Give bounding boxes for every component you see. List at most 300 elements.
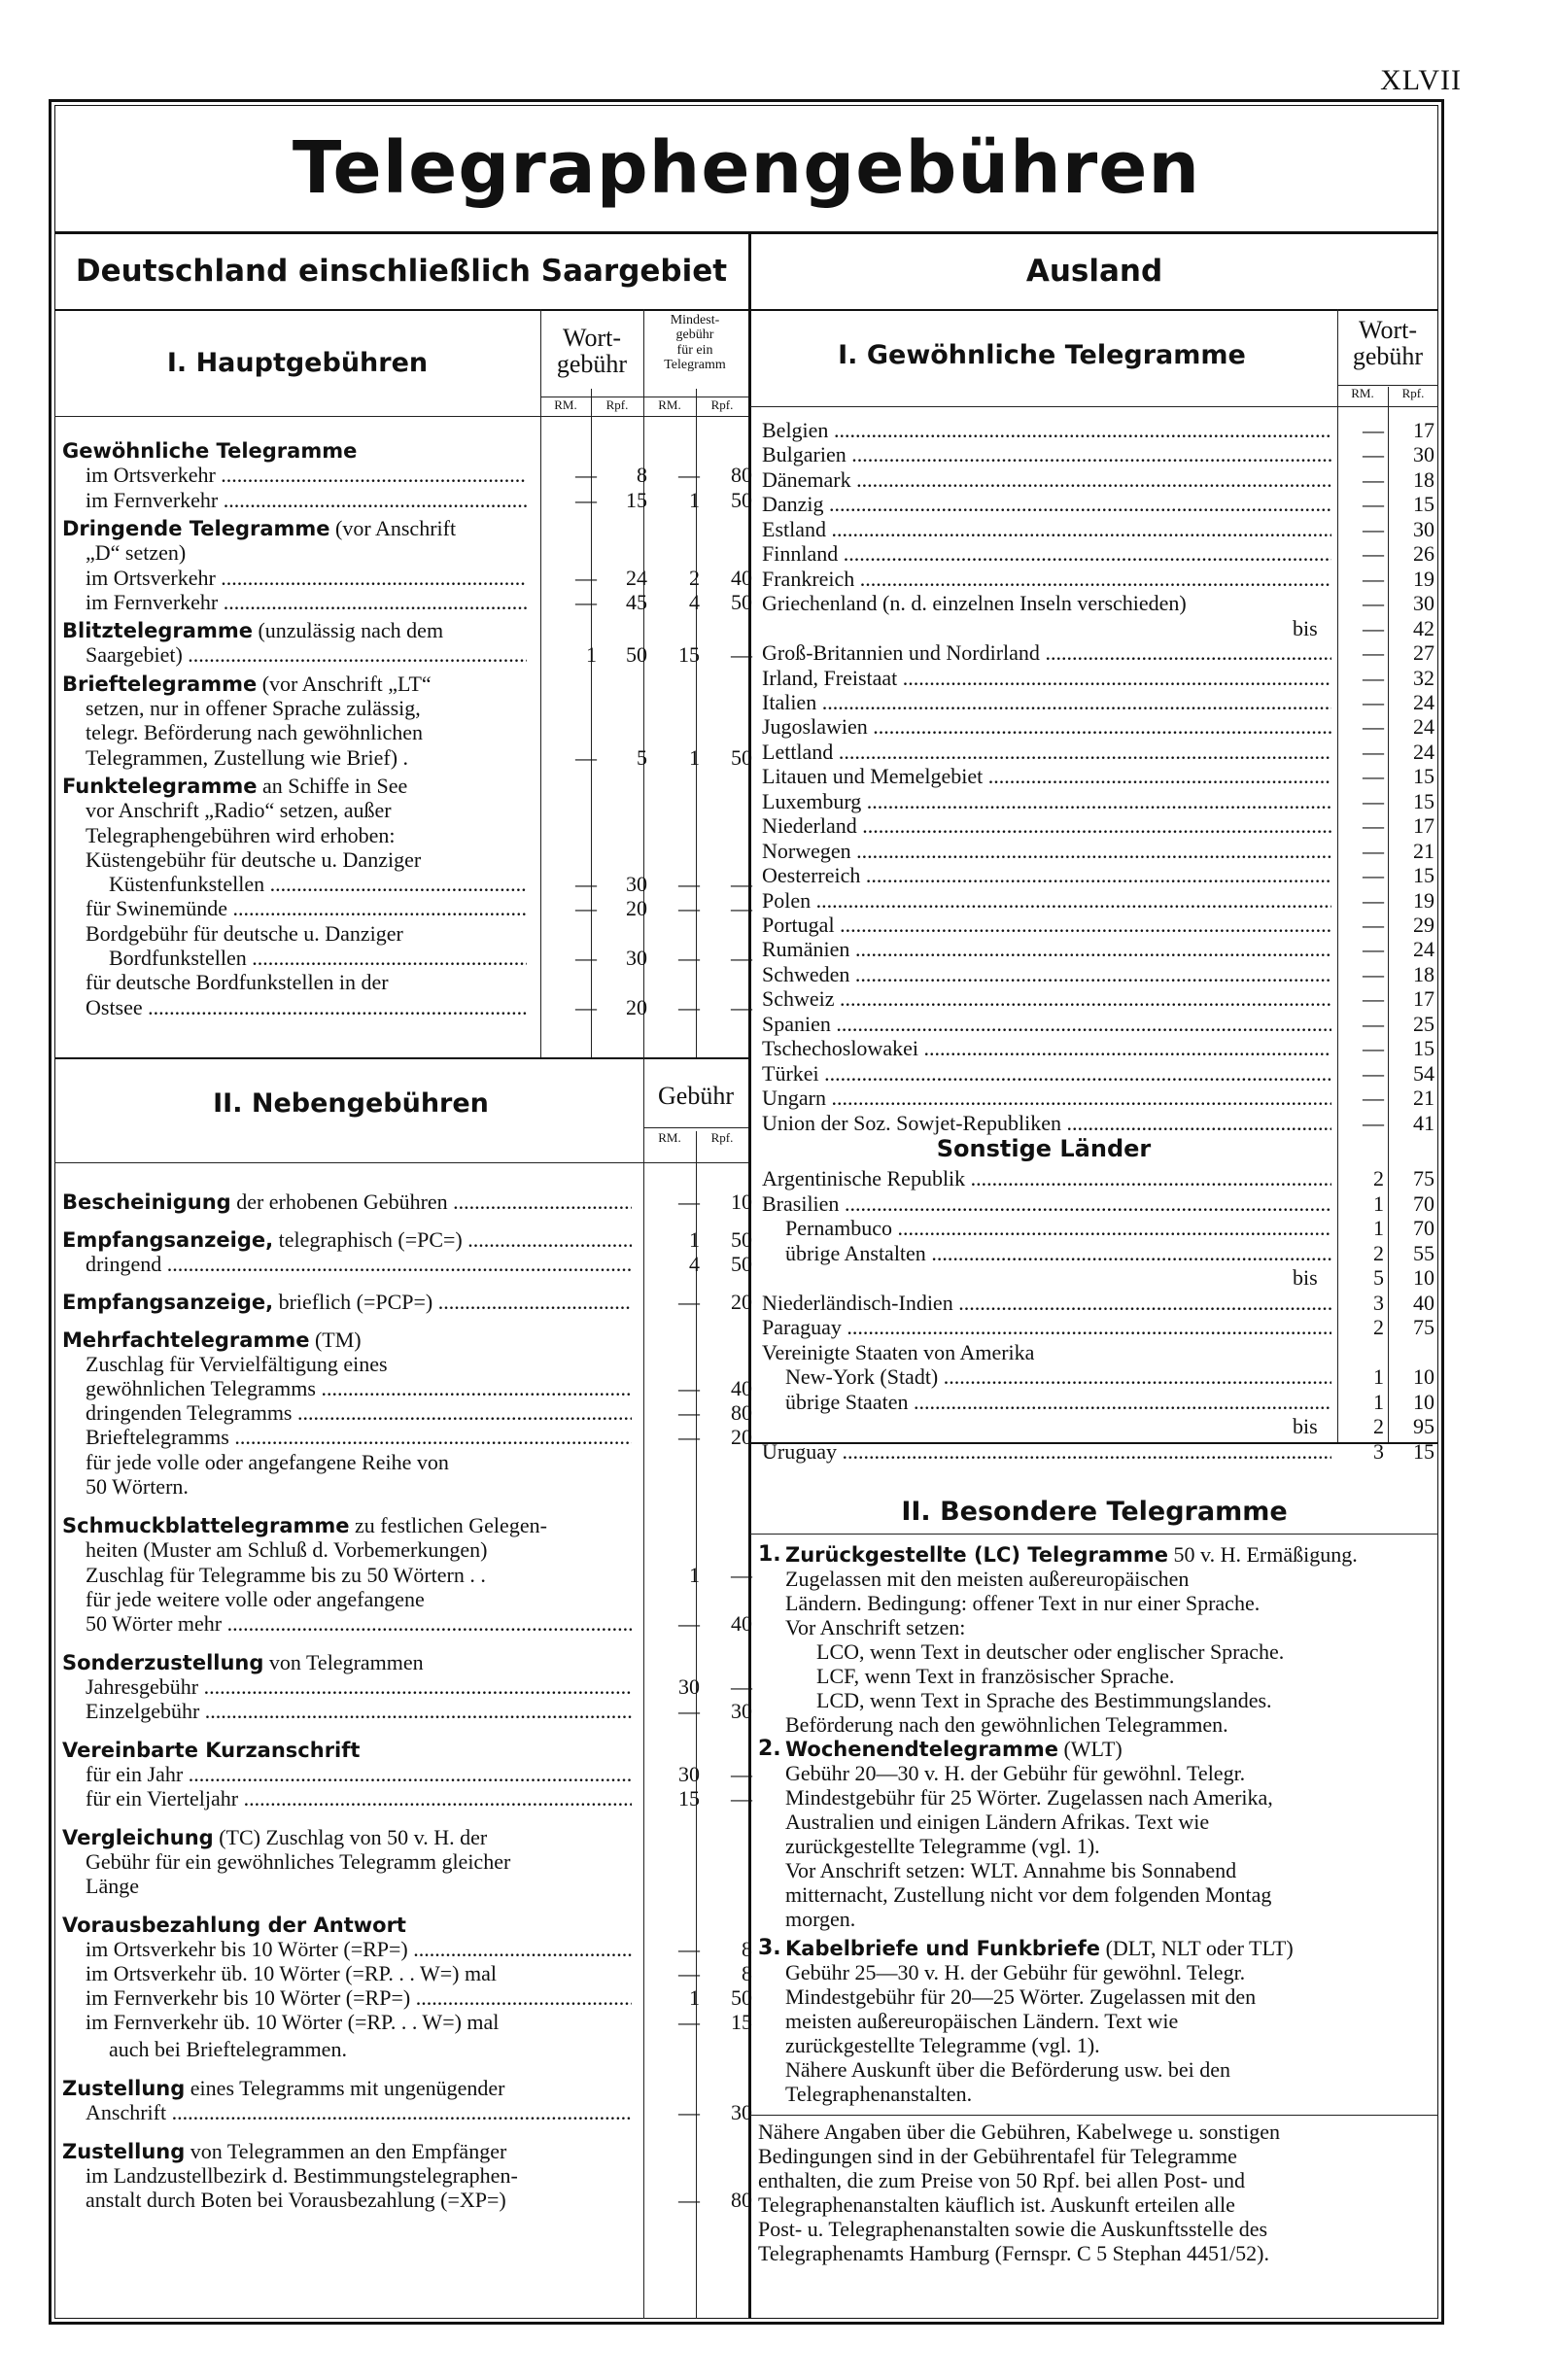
row-label: [62, 1913, 632, 1938]
unit-rm: RM.: [658, 397, 681, 412]
amount-cell: 30: [1413, 516, 1434, 541]
row-label: [86, 1400, 632, 1425]
amount-cell: —: [1363, 1086, 1384, 1111]
row-label: [762, 962, 1331, 986]
ausland-heading: I. Gewöhnliche Telegramme: [838, 340, 1246, 370]
row-label-text: heiten (Muster am Schluß d. Vorbemerkungen): [86, 1537, 488, 1562]
row-label-text: gewöhnlichen Telegramms: [86, 1376, 316, 1400]
amount-cell: 2: [1373, 1166, 1384, 1190]
amount-cell: —: [1363, 591, 1384, 616]
item-title-rest: 50 v. H. Ermäßigung.: [1168, 1542, 1358, 1567]
amount-cell: —: [1363, 863, 1384, 888]
row-label-text: Dänemark: [762, 466, 851, 492]
amount-cell: —: [1363, 788, 1384, 813]
note-rule: [750, 2115, 1438, 2116]
row-label-text: Schweden: [762, 961, 850, 986]
amount-cell: 1: [689, 1985, 700, 2010]
row-label-text: Polen: [762, 887, 812, 913]
amount-cell: —: [1363, 492, 1384, 517]
amount-cell: 15: [1413, 1036, 1434, 1061]
amount-cell: 42: [1413, 615, 1434, 640]
row-label-text: im Ortsverkehr: [86, 463, 216, 488]
row-label: [62, 774, 527, 799]
row-label-text: im Ortsverkehr üb. 10 Wörter (=RP. . . W=) mal: [86, 1961, 497, 1985]
item-title: Kabelbriefe und Funkbriefe: [785, 1937, 1101, 1960]
row-label: [762, 863, 1331, 887]
row-label-text: Griechenland (n. d. einzelnen Inseln verschieden): [762, 591, 1187, 616]
row-label-rest: eines Telegramms mit ungenügender: [185, 2076, 505, 2100]
row-label: [86, 1425, 632, 1449]
amount-cell: —: [1363, 442, 1384, 467]
row-label-text: Belgien: [762, 418, 829, 442]
row-label-text: Spanien: [762, 1011, 831, 1036]
amount-cell: —: [575, 589, 597, 614]
row-label-text: Argentinische Republik: [762, 1166, 966, 1190]
row-label: [762, 517, 1331, 541]
item-line: Telegraphenanstalten.: [785, 2082, 973, 2106]
row-label: [762, 1111, 1331, 1135]
row-label-text: dringend: [86, 1252, 162, 1276]
item-title: Wochenendtelegramme: [785, 1738, 1058, 1761]
row-label-text: Dringende Telegramme: [62, 516, 330, 540]
row-label: [762, 937, 1331, 961]
row-label: [86, 1474, 632, 1499]
row-label: [785, 1390, 1331, 1414]
row-label-text: Lettland: [762, 739, 834, 764]
item-title-line: [785, 1542, 1431, 1568]
row-label-text: Empfangsanzeige,: [62, 1291, 274, 1314]
row-label: [86, 566, 527, 590]
amount-cell: 15: [678, 642, 700, 668]
bis-label: bis: [1293, 1265, 1318, 1290]
amount-cell: 30: [1413, 591, 1434, 616]
row-label-text: Frankreich: [762, 566, 855, 591]
row-label: [86, 1961, 632, 1985]
amount-cell: 24: [1413, 689, 1434, 714]
ausland-col-line: [1337, 309, 1338, 1442]
row-label-text: Einzelgebühr: [86, 1699, 200, 1723]
amount-cell: 54: [1413, 1060, 1434, 1086]
ausland-body-rule: [750, 406, 1438, 407]
row-label-text: Jugoslawien: [762, 714, 868, 740]
row-label-text: für Swinemünde: [86, 896, 228, 921]
row-label-text: anstalt durch Boten bei Vorausbezahlung (=XP=): [86, 2188, 506, 2212]
item-line: Vor Anschrift setzen: WLT. Annahme bis Sonnabend: [785, 1858, 1237, 1882]
item-line: morgen.: [785, 1907, 856, 1931]
row-label-text: Bordfunkstellen: [109, 946, 247, 970]
row-label: [762, 690, 1331, 714]
row-label-text: Vergleichung: [62, 1826, 214, 1849]
amount-cell: 80: [731, 1400, 752, 1425]
row-label: [62, 438, 527, 464]
row-label-text: Oesterreich: [762, 863, 861, 888]
row-label-rest: telegraphisch (=PC=): [273, 1227, 463, 1252]
amount-cell: 19: [1413, 887, 1434, 913]
unit-rpf: Rpf.: [710, 397, 734, 412]
row-label: [762, 913, 1331, 937]
row-label-text: Pernambuco: [785, 1216, 892, 1240]
amount-cell: —: [1363, 764, 1384, 789]
amount-cell: —: [1363, 418, 1384, 442]
amount-cell: 45: [626, 589, 647, 614]
amount-cell: —: [678, 1400, 700, 1425]
amount-cell: 20: [731, 1290, 752, 1314]
amount-cell: 30: [731, 2100, 752, 2124]
amount-cell: 19: [1413, 566, 1434, 591]
row-label-text: Bordgebühr für deutsche u. Danziger: [86, 920, 403, 946]
amount-cell: —: [575, 744, 597, 770]
row-label-text: übrige Staaten: [785, 1389, 909, 1414]
row-label-text: im Fernverkehr: [86, 589, 219, 614]
row-label-text: im Fernverkehr bis 10 Wörter (=RP=): [86, 1985, 411, 2010]
amount-cell: 1: [689, 1227, 700, 1252]
amount-cell: 18: [1413, 961, 1434, 986]
amount-cell: 32: [1413, 665, 1434, 690]
row-label: [86, 463, 527, 487]
row-label: [762, 813, 1331, 838]
row-label-rest: der erhobenen Gebühren: [230, 1190, 448, 1214]
amount-cell: —: [678, 2100, 700, 2124]
amount-cell: —: [1363, 913, 1384, 937]
row-label-rest: (vor Anschrift: [329, 515, 457, 540]
amount-cell: 15: [678, 1786, 700, 1811]
row-label: [86, 1849, 632, 1874]
row-label-text: Bescheinigung: [62, 1190, 231, 1214]
row-label: [86, 745, 527, 770]
ausland-wort-header: Wort- gebühr: [1352, 316, 1424, 371]
amount-cell: —: [1363, 640, 1384, 666]
amount-cell: 41: [1413, 1110, 1434, 1135]
amount-cell: —: [575, 463, 597, 488]
amount-cell: 3: [1373, 1438, 1384, 1464]
amount-cell: 1: [586, 642, 597, 668]
row-label-text: Empfangsanzeige,: [62, 1228, 274, 1252]
row-label-rest: zu festlichen Gelegen-: [349, 1513, 547, 1537]
amount-cell: 80: [731, 463, 752, 488]
item-line: Vor Anschrift setzen:: [785, 1615, 966, 1639]
note-line: enthalten, die zum Preise von 50 Rpf. bei allen Post- und: [758, 2168, 1246, 2192]
row-label: [762, 567, 1331, 591]
amount-cell: 24: [626, 565, 647, 590]
unit-rpf: Rpf.: [605, 397, 629, 412]
row-label: [86, 720, 527, 744]
item-line: Gebühr 25—30 v. H. der Gebühr für gewöhnl. Telegr.: [785, 1960, 1246, 1984]
row-label: [62, 2076, 632, 2101]
amount-cell: —: [678, 463, 700, 488]
amount-cell: 1: [689, 744, 700, 770]
haupt-mindest-header: Mindest- gebühr für ein Telegramm: [664, 313, 726, 373]
amount-cell: 5: [637, 744, 647, 770]
row-label-text: New-York (Stadt): [785, 1364, 939, 1389]
row-label: [762, 418, 1331, 442]
amount-cell: —: [678, 1290, 700, 1314]
note-line: Telegraphenanstalten käuflich ist. Auskunft erteilen alle: [758, 2192, 1235, 2217]
bis-label: bis: [1293, 1414, 1318, 1438]
row-label-rest: von Telegrammen an den Empfänger: [185, 2139, 507, 2163]
item-title-rest: (WLT): [1057, 1737, 1123, 1761]
amount-cell: —: [1363, 466, 1384, 492]
row-label: [86, 823, 527, 847]
amount-cell: 1: [1373, 1216, 1384, 1240]
row-label: [86, 1786, 632, 1811]
row-label-text: für jede weitere volle oder angefangene: [86, 1587, 425, 1611]
amount-cell: —: [678, 994, 700, 1019]
amount-cell: 17: [1413, 813, 1434, 839]
item-title-rest: (DLT, NLT oder TLT): [1100, 1936, 1294, 1960]
row-label-text: auch bei Brieftelegrammen.: [109, 2037, 347, 2061]
row-label-rest: (unzulässig nach dem: [252, 618, 444, 643]
amount-cell: 50: [731, 1227, 752, 1252]
amount-cell: 10: [1413, 1364, 1434, 1389]
amount-cell: —: [575, 994, 597, 1019]
row-label: [62, 1290, 632, 1315]
amount-cell: 21: [1413, 838, 1434, 863]
amount-cell: —: [575, 487, 597, 512]
row-label-text: für ein Vierteljahr: [86, 1786, 239, 1811]
row-label-text: Tschechoslowakei: [762, 1036, 918, 1061]
row-label: [762, 1086, 1331, 1110]
row-label-text: für ein Jahr: [86, 1762, 184, 1786]
amount-cell: 17: [1413, 986, 1434, 1012]
unit-rpf: Rpf.: [710, 1130, 734, 1145]
amount-cell: —: [575, 565, 597, 590]
row-label: [86, 921, 527, 946]
row-label: [762, 986, 1331, 1011]
row-label-text: übrige Anstalten: [785, 1240, 926, 1265]
amount-cell: —: [731, 1762, 752, 1786]
row-label-rest: an Schiffe in See: [257, 773, 408, 798]
item-line: Mindestgebühr für 20—25 Wörter. Zugelassen mit den: [785, 1984, 1257, 2009]
amount-cell: —: [1363, 1110, 1384, 1135]
page-title: Telegraphengebühren: [292, 126, 1201, 210]
row-label: [62, 1328, 632, 1353]
note-line: Bedingungen sind in der Gebührentafel für Telegramme: [758, 2144, 1237, 2168]
amount-cell: —: [1363, 961, 1384, 986]
row-label-text: Ungarn: [762, 1086, 826, 1111]
row-label: [86, 2188, 632, 2212]
amount-cell: 30: [1413, 442, 1434, 467]
right-column-header: Ausland: [1025, 254, 1163, 289]
row-label-text: Schweiz: [762, 986, 835, 1012]
amount-cell: 40: [731, 565, 752, 590]
row-label: [86, 1376, 632, 1400]
row-label-text: Bulgarien: [762, 442, 847, 467]
item-line: zurückgestellte Telegramme (vgl. 1).: [785, 2033, 1100, 2057]
amount-cell: 10: [731, 1190, 752, 1214]
row-label-rest: von Telegrammen: [263, 1650, 424, 1674]
item-title: Zurückgestellte (LC) Telegramme: [785, 1543, 1169, 1567]
amount-cell: 30: [626, 872, 647, 897]
row-label-text: Gebühr für ein gewöhnliches Telegramm gleicher: [86, 1849, 511, 1874]
item-line: LCO, wenn Text in deutscher oder englischer Sprache.: [816, 1639, 1285, 1664]
row-label: [86, 642, 527, 667]
row-label: [762, 1291, 1331, 1315]
amount-cell: 15: [1413, 492, 1434, 517]
row-label: [762, 764, 1331, 788]
row-label-text: im Fernverkehr: [86, 487, 219, 512]
amount-cell: —: [678, 1611, 700, 1636]
amount-cell: —: [731, 896, 752, 921]
row-label-text: Norwegen: [762, 838, 851, 863]
amount-cell: —: [731, 872, 752, 897]
amount-cell: 10: [1413, 1389, 1434, 1414]
unit-rm: RM.: [1351, 386, 1374, 400]
amount-cell: 21: [1413, 1086, 1434, 1111]
row-label: [762, 1191, 1331, 1216]
row-label: [762, 1061, 1331, 1086]
row-label-text: Blitztelegramme: [62, 619, 253, 643]
haupt-col-line: [540, 309, 541, 1057]
row-label-text: Zuschlag für Vervielfältigung eines: [86, 1352, 388, 1376]
left-column-header: Deutschland einschließlich Saargebiet: [75, 254, 728, 289]
amount-cell: —: [1363, 615, 1384, 640]
amount-cell: —: [575, 946, 597, 970]
amount-cell: 2: [1373, 1240, 1384, 1265]
row-label: [86, 1563, 632, 1587]
amount-cell: —: [1363, 739, 1384, 764]
amount-cell: —: [1363, 986, 1384, 1012]
item-title-line: [785, 1737, 1431, 1762]
amount-cell: 2: [1373, 1315, 1384, 1339]
row-label-text: Telegraphengebühren wird erhoben:: [86, 822, 396, 847]
amount-cell: —: [731, 1563, 752, 1587]
row-label: [86, 1450, 632, 1474]
row-label: [762, 541, 1331, 566]
row-label-rest: (TC) Zuschlag von 50 v. H. der: [213, 1825, 488, 1849]
amount-cell: —: [1363, 714, 1384, 740]
row-label: [762, 467, 1331, 492]
item-line: Nähere Auskunft über die Beförderung usw. bei den: [785, 2057, 1230, 2082]
row-label-text: Union der Soz. Sowjet-Republiken: [762, 1110, 1061, 1135]
row-label: [86, 1587, 632, 1611]
row-label: [762, 888, 1331, 913]
row-label-text: Brieftelegramms: [86, 1425, 229, 1449]
row-label: [86, 696, 527, 720]
amount-cell: —: [1363, 1060, 1384, 1086]
row-label-text: Vereinbarte Kurzanschrift: [62, 1739, 361, 1762]
item-line: Gebühr 20—30 v. H. der Gebühr für gewöhnl. Telegr.: [785, 1761, 1246, 1785]
amount-cell: —: [575, 872, 597, 897]
amount-cell: 15: [1413, 1438, 1434, 1464]
row-label: [62, 1650, 632, 1675]
row-label-text: Luxemburg: [762, 788, 862, 813]
row-label-text: 50 Wörter mehr: [86, 1611, 223, 1636]
amount-cell: 8: [742, 1937, 752, 1961]
item-line: zurückgestellte Telegramme (vgl. 1).: [785, 1834, 1100, 1858]
row-label-text: Rumänien: [762, 937, 850, 962]
row-label: [62, 516, 527, 541]
amount-cell: 30: [678, 1762, 700, 1786]
amount-cell: 18: [1413, 466, 1434, 492]
row-label: [62, 1513, 632, 1538]
row-label: [785, 1364, 1331, 1389]
row-label-text: Mehrfachtelegramme: [62, 1328, 310, 1352]
amount-cell: 20: [731, 1425, 752, 1449]
amount-cell: 1: [1373, 1389, 1384, 1414]
row-label-text: Niederländisch-Indien: [762, 1290, 953, 1315]
item-number: 1.: [758, 1542, 781, 1567]
row-label-text: im Fernverkehr üb. 10 Wörter (=RP. . . W=) mal: [86, 2010, 500, 2034]
row-label-text: Brasilien: [762, 1190, 840, 1216]
row-label-text: Irland, Freistaat: [762, 665, 898, 690]
row-label-text: „D“ setzen): [86, 540, 187, 566]
row-label: [86, 1985, 632, 2010]
row-label-text: 50 Wörtern.: [86, 1474, 189, 1499]
item-line: Beförderung nach den gewöhnlichen Telegrammen.: [785, 1712, 1228, 1737]
row-label: [762, 442, 1331, 466]
row-label-text: Küstenfunkstellen: [109, 872, 265, 897]
amount-cell: —: [678, 872, 700, 897]
row-label-text: Litauen und Memelgebiet: [762, 764, 984, 789]
amount-cell: 15: [731, 2010, 752, 2034]
row-label-text: Zustellung: [62, 2077, 186, 2100]
row-label-rest: (vor Anschrift „LT“: [257, 671, 432, 696]
row-label-text: Vereinigte Staaten von Amerika: [762, 1339, 1035, 1364]
amount-cell: 8: [742, 1961, 752, 1985]
amount-cell: —: [678, 1376, 700, 1400]
row-label: [62, 672, 527, 697]
row-label-text: dringenden Telegramms: [86, 1400, 293, 1425]
amount-cell: 30: [626, 946, 647, 970]
row-label: [86, 2100, 632, 2124]
amount-cell: —: [678, 1190, 700, 1214]
row-label-text: Saargebiet): [86, 642, 183, 668]
item-line: Zugelassen mit den meisten außereuropäischen: [785, 1567, 1190, 1591]
row-label-text: Jahresgebühr: [86, 1674, 199, 1699]
row-label-text: Estland: [762, 516, 826, 541]
amount-cell: —: [731, 946, 752, 970]
row-label-text: Telegrammen, Zustellung wie Brief) .: [86, 744, 409, 770]
amount-cell: 1: [1373, 1190, 1384, 1216]
row-label-text: Küstengebühr für deutsche u. Danziger: [86, 846, 422, 872]
row-label-text: Zuschlag für Telegramme bis zu 50 Wörtern . .: [86, 1563, 486, 1587]
amount-cell: 1: [1373, 1364, 1384, 1389]
row-label: [86, 1937, 632, 1961]
page-number: XLVII: [1380, 64, 1462, 96]
amount-cell: 5: [1373, 1265, 1384, 1290]
row-label: [109, 2037, 632, 2061]
amount-cell: 24: [1413, 739, 1434, 764]
amount-cell: 75: [1413, 1315, 1434, 1339]
unit-rm: RM.: [554, 397, 577, 412]
row-label-text: Schmuckblattelegramme: [62, 1514, 350, 1537]
amount-cell: —: [678, 1425, 700, 1449]
row-label-text: Brieftelegramme: [62, 672, 258, 696]
row-label-text: Uruguay: [762, 1438, 837, 1464]
row-label: [762, 740, 1331, 764]
sonstige-heading: Sonstige Länder: [936, 1135, 1152, 1162]
unit-rm: RM.: [658, 1130, 681, 1145]
row-label-text: Türkei: [762, 1060, 819, 1086]
besondere-rule: [750, 1534, 1438, 1535]
row-label: [762, 1036, 1331, 1060]
amount-cell: —: [731, 1674, 752, 1699]
amount-cell: —: [731, 994, 752, 1019]
row-label: [762, 789, 1331, 813]
row-label: [86, 995, 527, 1019]
row-label: [86, 1252, 632, 1276]
haupt-body-rule: [54, 416, 748, 417]
row-label-text: Italien: [762, 689, 817, 714]
amount-cell: —: [1363, 566, 1384, 591]
amount-cell: 80: [731, 2188, 752, 2212]
row-label: [86, 970, 527, 994]
unit-rpf: Rpf.: [1401, 386, 1425, 400]
amount-cell: —: [1363, 937, 1384, 962]
row-label: [86, 847, 527, 872]
row-label: [86, 2010, 632, 2034]
row-label-text: setzen, nur in offener Sprache zulässig,: [86, 696, 421, 720]
